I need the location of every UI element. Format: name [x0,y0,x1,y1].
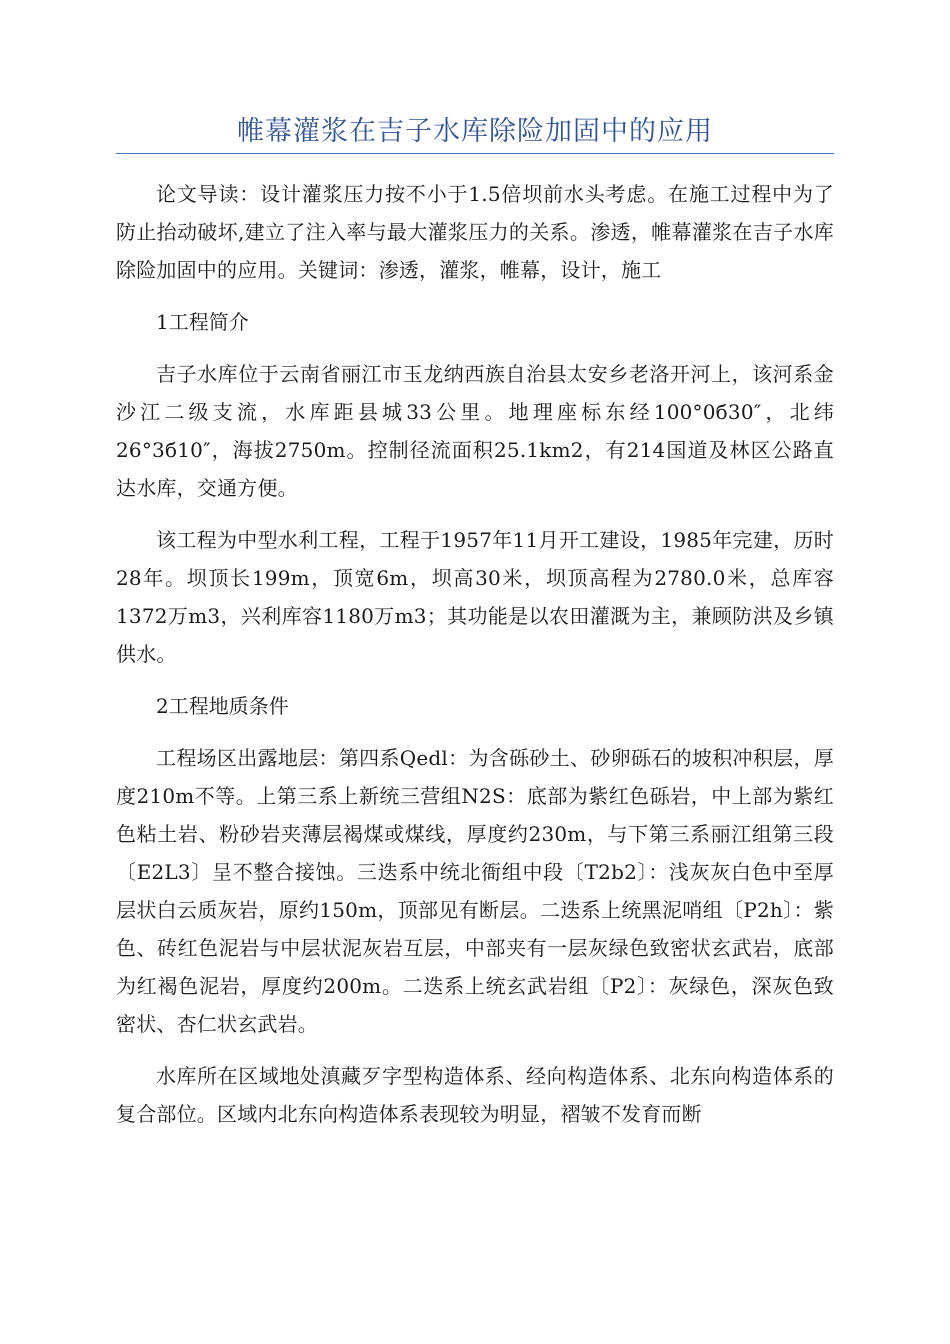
section-heading-2: 2工程地质条件 [156,694,289,718]
document-body [116,175,834,1147]
document-title: 帷幕灌浆在吉子水库除险加固中的应用 [237,116,713,147]
section-heading-1: 1工程简介 [156,310,249,334]
abstract-paragraph: 论文导读：设计灌浆压力按不小于1.5倍坝前水头考虑。在施工过程中为了防止抬动破坏,建立了注入率与最大灌浆压力的关系。渗透，帷幕灌浆在吉子水库除险加固中的应用。关键词：渗透，灌浆，帷幕，设计，施工 [116,182,834,282]
body-paragraph: 吉子水库位于云南省丽江市玉龙纳西族自治县太安乡老洛开河上，该河系金沙江二级支流，水库距县城33公里。地理座标东经100°0б30″，北纬26°3б10″，海拔2750m。控制径流面积25.1km2，有214国道及林区公路直达水库，交通方便。 [116,362,834,500]
body-paragraph: 工程场区出露地层：第四系Qedl：为含砾砂土、砂卵砾石的坡积冲积层，厚度210m不等。上第三系上新统三营组N2S：底部为紫红色砾岩，中上部为紫红色粘土岩、粉砂岩夹薄层褐煤或煤线，厚度约230m，与下第三系丽江组第三段〔E2L3〕呈不整合接蚀。三迭系中统北衙组中段〔T2b2〕：浅灰灰白色中至厚层状白云质灰岩，原约150m，顶部见有断层。二迭系上统黑泥哨组〔P2h〕：紫色、砖红色泥岩与中层状泥灰岩互层，中部夹有一层灰绿色致密状玄武岩，底部为红褐色泥岩，厚度约200m。二迭系上统玄武岩组〔P2〕：灰绿色，深灰色致密状、杏仁状玄武岩。 [116,746,834,1036]
body-paragraph: 水库所在区域地处滇藏歹字型构造体系、经向构造体系、北东向构造体系的复合部位。区域内北东向构造体系表现较为明显，褶皱不发育而断 [116,1064,834,1126]
title-underline [116,153,834,154]
body-paragraph: 该工程为中型水利工程，工程于1957年11月开工建设，1985年完建，历时28年。坝顶长199m，顶宽6m，坝高30米，坝顶高程为2780.0米，总库容1372万m3，兴利库容1180万m3；其功能是以农田灌溉为主，兼顾防洪及乡镇供水。 [116,528,834,666]
